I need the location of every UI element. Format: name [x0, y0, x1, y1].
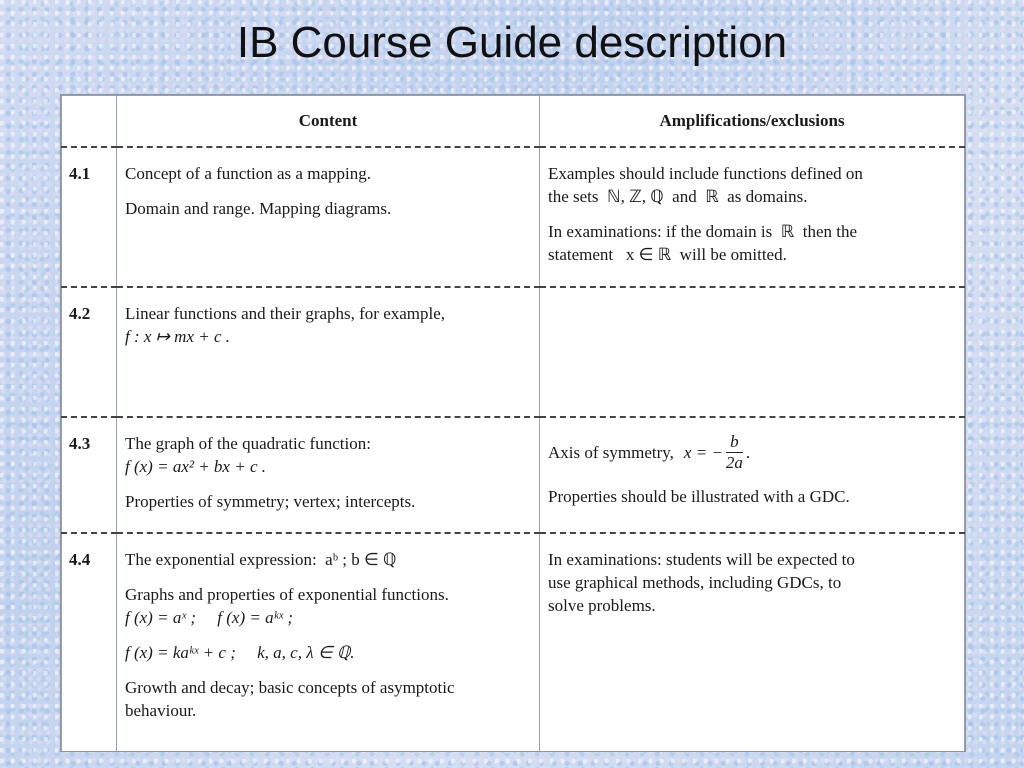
- row-number: 4.2: [62, 287, 117, 417]
- content-formula: f (x) = kaᵏˣ + c ; k, a, c, λ ∈ ℚ.: [125, 643, 355, 662]
- header-amplifications: Amplifications/exclusions: [540, 96, 965, 148]
- table-row: [62, 533, 965, 751]
- content-formula: f : x ↦ mx + c .: [125, 327, 231, 346]
- row-number: 4.3: [62, 417, 117, 533]
- fraction: [726, 432, 743, 473]
- content-line: The graph of the quadratic function:: [125, 434, 371, 453]
- content-cell: [117, 533, 540, 751]
- amplification-line: statement x ∈ ℝ will be omitted.: [548, 245, 787, 264]
- amplification-line: Examples should include functions defined on: [548, 164, 863, 183]
- amplifications-cell: [540, 417, 965, 533]
- content-formula: f (x) = aˣ ; f (x) = aᵏˣ ;: [125, 608, 294, 627]
- table-row: [62, 287, 965, 417]
- header-number: [62, 96, 117, 148]
- content-line: behaviour.: [125, 701, 197, 720]
- content-cell: [117, 147, 540, 287]
- amplification-line: In examinations: students will be expected to: [548, 550, 855, 569]
- amplification-line: In examinations: if the domain is ℝ then the: [548, 222, 858, 241]
- table-row: [62, 147, 965, 287]
- slide-title: IB Course Guide description: [236, 18, 788, 67]
- table-header-row: [62, 96, 965, 148]
- amplifications-cell: [540, 147, 965, 287]
- content-line: Graphs and properties of exponential functions.: [125, 585, 449, 604]
- content-line: Concept of a function as a mapping.: [125, 164, 371, 183]
- content-line: The exponential expression: aᵇ ; b ∈ ℚ: [125, 550, 397, 569]
- formula-suffix: .: [745, 443, 751, 462]
- content-line: Growth and decay; basic concepts of asymptotic: [125, 678, 455, 697]
- amplification-line: Properties should be illustrated with a GDC.: [548, 487, 850, 506]
- row-number: 4.1: [62, 147, 117, 287]
- content-line: Linear functions and their graphs, for example,: [125, 304, 446, 323]
- course-guide-table: [60, 94, 966, 752]
- axis-of-symmetry-line: [548, 432, 956, 473]
- amplification-line: the sets ℕ, ℤ, ℚ and ℝ as domains.: [548, 187, 808, 206]
- row-number: 4.4: [62, 533, 117, 751]
- table-row: [62, 417, 965, 533]
- amplifications-cell: [540, 287, 965, 417]
- amplification-line: use graphical methods, including GDCs, to: [548, 573, 842, 592]
- amplifications-cell: [540, 533, 965, 751]
- formula-prefix: x = −: [683, 443, 723, 462]
- amplification-text: Axis of symmetry,: [548, 443, 674, 462]
- content-cell: [117, 417, 540, 533]
- content-line: Domain and range. Mapping diagrams.: [125, 199, 392, 218]
- fraction-numerator: b: [726, 432, 743, 453]
- content-line: Properties of symmetry; vertex; intercepts.: [125, 492, 416, 511]
- amplification-line: solve problems.: [548, 596, 656, 615]
- content-formula: f (x) = ax² + bx + c .: [125, 457, 266, 476]
- content-cell: [117, 287, 540, 417]
- fraction-denominator: 2a: [725, 453, 743, 472]
- header-content: Content: [117, 96, 540, 148]
